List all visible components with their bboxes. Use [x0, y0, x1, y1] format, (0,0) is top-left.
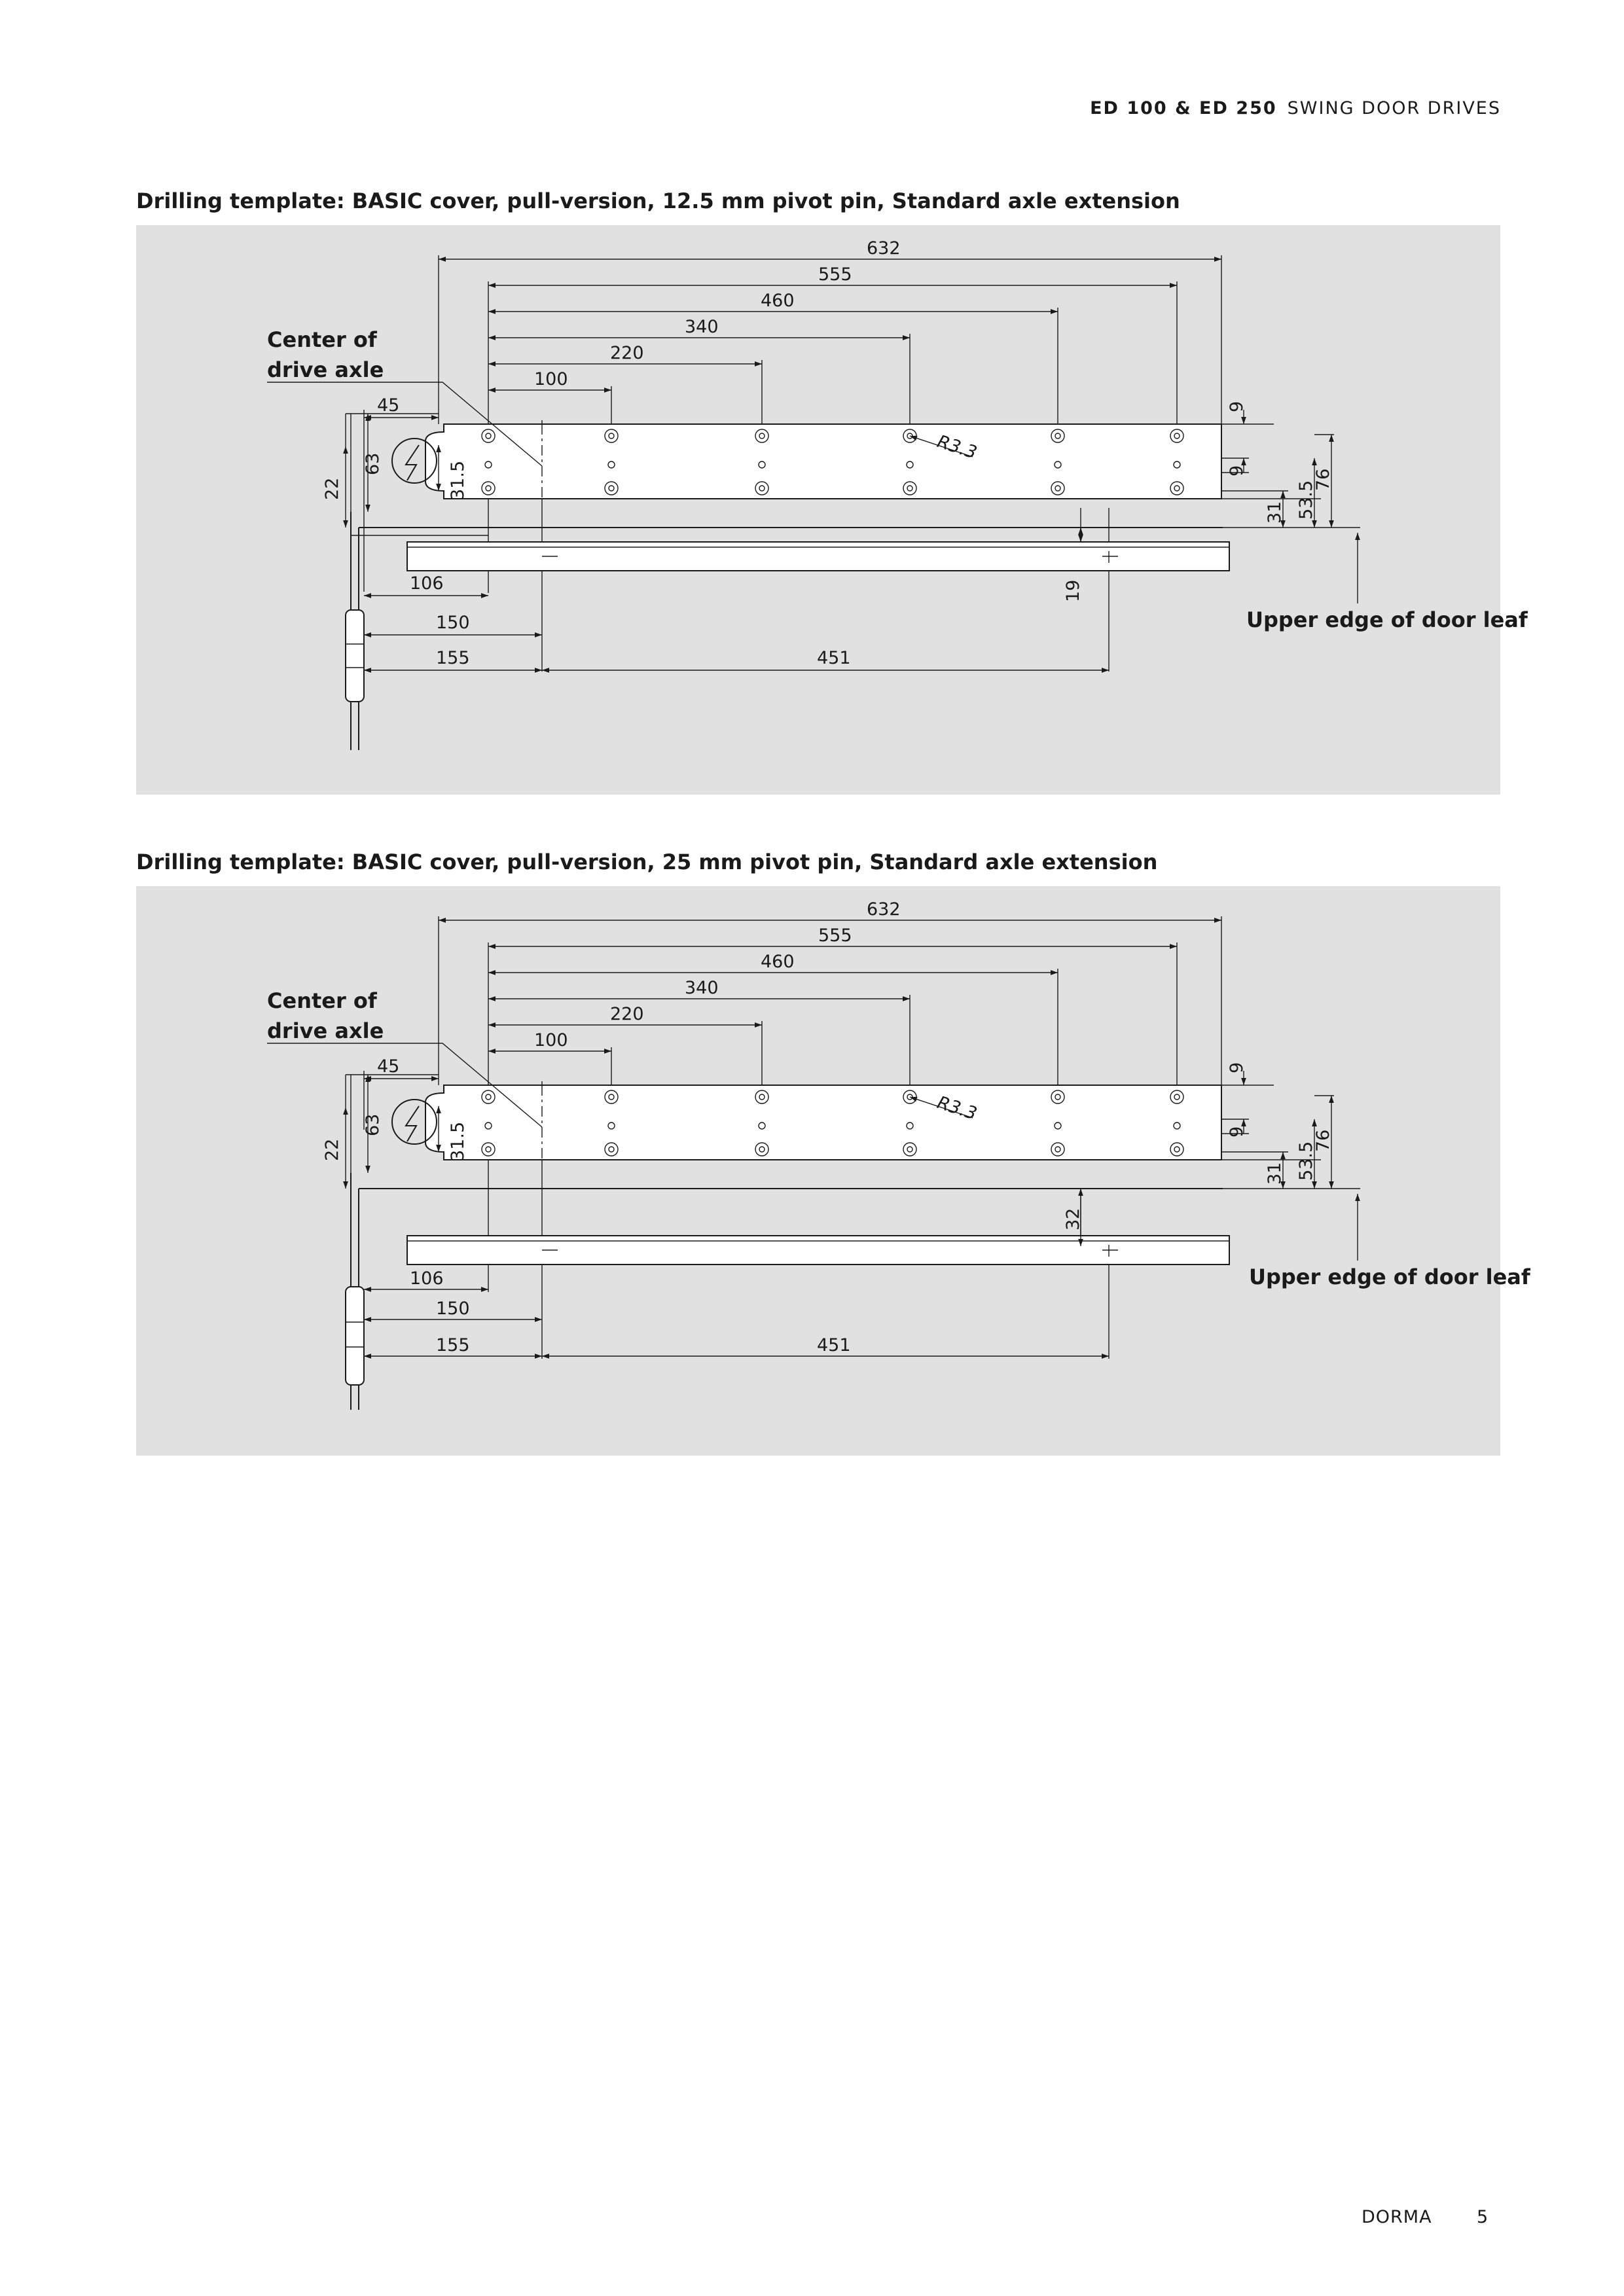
- door-frame: [346, 1173, 1223, 1410]
- dim-53-5: 53.5: [1296, 480, 1316, 520]
- dim-63: 63: [363, 452, 383, 475]
- dim-31: 31: [1265, 1162, 1285, 1185]
- dim-451: 451: [817, 648, 851, 668]
- guide-rail: [407, 542, 1229, 571]
- dim-100: 100: [534, 1030, 568, 1050]
- edge-label: Upper edge of door leaf: [1246, 607, 1528, 632]
- dim-76: 76: [1313, 468, 1333, 491]
- dim-451: 451: [817, 1335, 851, 1355]
- dim-100: 100: [534, 369, 568, 389]
- dim-53-5: 53.5: [1296, 1141, 1316, 1181]
- center-label-line-2: drive axle: [267, 357, 384, 382]
- dim-45: 45: [377, 1056, 400, 1077]
- radius-label: R3.3: [934, 431, 980, 463]
- dim-220: 220: [610, 343, 644, 363]
- dim-63: 63: [363, 1113, 383, 1136]
- dim-555: 555: [818, 264, 852, 285]
- center-label-line-2: drive axle: [267, 1018, 384, 1043]
- mounting-plate: [425, 424, 1221, 499]
- template-1-caption: Drilling template: BASIC cover, pull-version, 12.5 mm pivot pin, Standard axle extension: [136, 188, 1180, 213]
- dim-31-5: 31.5: [448, 460, 468, 500]
- edge-label: Upper edge of door leaf: [1249, 1265, 1530, 1289]
- dim-22: 22: [322, 1138, 342, 1161]
- dim-340: 340: [685, 978, 719, 998]
- dim-31-5: 31.5: [448, 1121, 468, 1161]
- dim-555: 555: [818, 925, 852, 946]
- dim-150: 150: [436, 1299, 470, 1319]
- dim-150: 150: [436, 613, 470, 633]
- dim-9-mid: 9: [1227, 465, 1247, 476]
- dim-19: 19: [1063, 579, 1083, 602]
- dim-9-top: 9: [1227, 401, 1247, 412]
- dim-76: 76: [1313, 1129, 1333, 1152]
- dim-155: 155: [436, 1335, 470, 1355]
- page-number: 5: [1477, 2207, 1489, 2227]
- dim-460: 460: [761, 952, 795, 972]
- header-category: SWING DOOR DRIVES: [1287, 98, 1501, 118]
- dim-106: 106: [410, 1268, 444, 1289]
- dim-632: 632: [867, 899, 901, 920]
- guide-rail: [407, 1236, 1229, 1265]
- dim-632: 632: [867, 238, 901, 259]
- center-label-line-1: Center of: [267, 988, 377, 1013]
- page-header: [1090, 98, 1501, 118]
- dim-106: 106: [410, 573, 444, 594]
- dim-460: 460: [761, 291, 795, 311]
- dim-9-mid: 9: [1227, 1126, 1247, 1138]
- template-1-svg: [136, 225, 1528, 795]
- dim-155: 155: [436, 648, 470, 668]
- template-1-drawing: [136, 225, 1528, 795]
- dim-45: 45: [377, 395, 400, 416]
- radius-label: R3.3: [934, 1092, 980, 1124]
- center-label-line-1: Center of: [267, 327, 377, 352]
- dim-31: 31: [1265, 501, 1285, 524]
- dim-32: 32: [1063, 1208, 1083, 1230]
- template-2-caption: Drilling template: BASIC cover, pull-version, 25 mm pivot pin, Standard axle extension: [136, 850, 1158, 874]
- dim-220: 220: [610, 1004, 644, 1024]
- dim-9-top: 9: [1227, 1062, 1247, 1073]
- header-product: ED 100 & ED 250: [1090, 98, 1277, 118]
- mounting-plate: [425, 1085, 1221, 1160]
- dim-340: 340: [685, 317, 719, 337]
- template-2-svg: [136, 886, 1530, 1456]
- footer-brand: DORMA: [1362, 2207, 1432, 2227]
- template-2-drawing: [136, 886, 1530, 1456]
- dim-22: 22: [322, 477, 342, 500]
